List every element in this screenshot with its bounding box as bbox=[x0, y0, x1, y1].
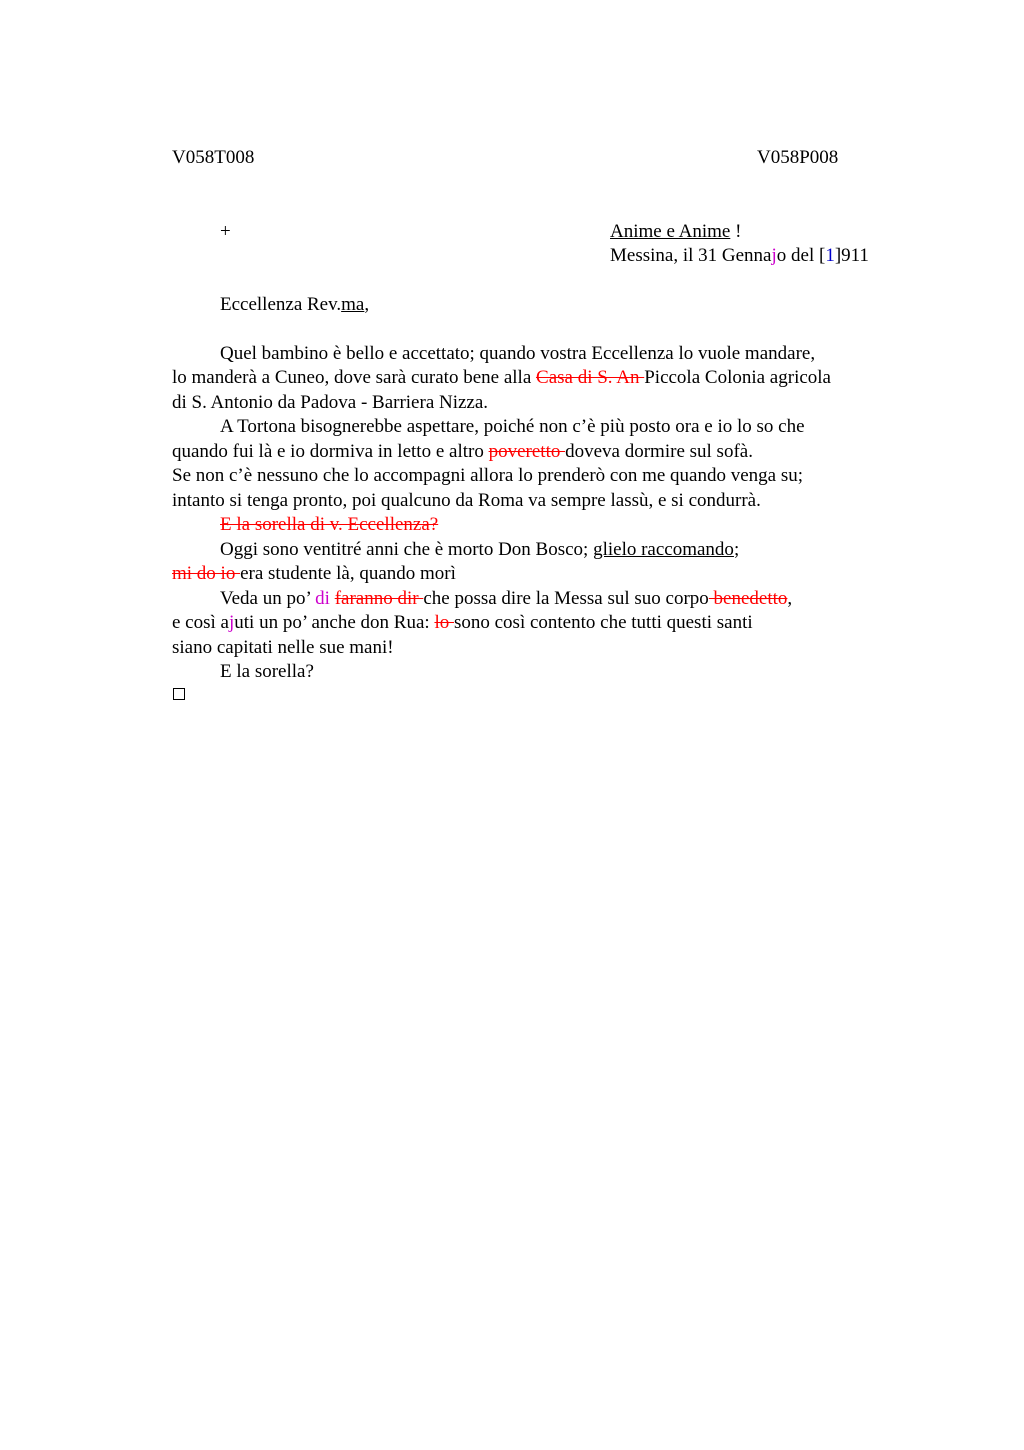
deleted-text: poveretto bbox=[488, 441, 566, 462]
text-line bbox=[220, 587, 792, 611]
text-line bbox=[220, 538, 739, 562]
date-editorial: 1 bbox=[825, 245, 835, 266]
date-insertion: j bbox=[771, 245, 777, 266]
text-span: Veda un po’ bbox=[220, 588, 316, 609]
text-line bbox=[172, 611, 753, 635]
salutation-abbr: ma bbox=[341, 294, 365, 315]
text-span: che possa dire la Messa sul suo corpo bbox=[423, 588, 709, 609]
deleted-text: mi do io bbox=[172, 563, 241, 584]
text-line: A Tortona bisognerebbe aspettare, poiché non c’è più posto ora e io lo so che bbox=[220, 416, 805, 437]
deleted-text: Casa di S. An bbox=[536, 367, 645, 388]
text-line bbox=[172, 366, 831, 390]
text-span: Piccola Colonia agricola bbox=[644, 367, 831, 388]
cross-mark: + bbox=[220, 221, 231, 242]
text-line: siano capitati nelle sue mani! bbox=[172, 637, 394, 658]
text-span: sono così contento che tutti questi santi bbox=[453, 612, 753, 633]
motto bbox=[610, 220, 741, 244]
left-code: V058T008 bbox=[172, 147, 255, 168]
date-part: [ bbox=[818, 245, 826, 266]
text-span: ; bbox=[733, 539, 740, 560]
text-span: , bbox=[787, 588, 793, 609]
date-part: o del bbox=[776, 245, 819, 266]
text-line: Se non c’è nessuno che lo accompagni allora lo prenderò con me quando venga su; bbox=[172, 465, 804, 486]
text-line: intanto si tenga pronto, poi qualcuno da Roma va sempre lassù, e si condurrà. bbox=[172, 490, 761, 511]
text-span: quando fui là e io dormiva in letto e altro bbox=[172, 441, 489, 462]
salutation bbox=[220, 293, 369, 317]
right-code: V058P008 bbox=[757, 147, 839, 168]
salutation-part: Eccellenza Rev. bbox=[220, 294, 342, 315]
text-span: lo manderà a Cuneo, dove sarà curato bene alla bbox=[172, 367, 537, 388]
inserted-text: di bbox=[315, 588, 330, 609]
underlined-text: glielo raccomando bbox=[593, 539, 734, 560]
salutation-part: , bbox=[364, 294, 370, 315]
inserted-text: j bbox=[228, 612, 235, 633]
text-line: Quel bambino è bello e accettato; quando vostra Eccellenza lo vuole mandare, bbox=[220, 343, 816, 364]
deleted-text: benedetto bbox=[708, 588, 788, 609]
deleted-text: faranno dir bbox=[334, 588, 424, 609]
deleted-text: lo bbox=[434, 612, 454, 633]
date-part: ]911 bbox=[834, 245, 869, 266]
date-line bbox=[610, 244, 869, 268]
end-square-icon bbox=[173, 688, 185, 700]
text-line bbox=[172, 562, 456, 586]
motto-tail: ! bbox=[730, 221, 742, 242]
text-span: doveva dormire sul sofà. bbox=[565, 441, 753, 462]
text-span: uti un po’ anche don Rua: bbox=[234, 612, 435, 633]
text-line bbox=[172, 440, 753, 464]
text-line: E la sorella? bbox=[220, 661, 314, 682]
motto-text: Anime e Anime bbox=[610, 221, 731, 242]
date-part: Messina, il 31 Genna bbox=[610, 245, 772, 266]
text-line: di S. Antonio da Padova - Barriera Nizza. bbox=[172, 392, 489, 413]
text-span: era studente là, quando morì bbox=[240, 563, 456, 584]
text-span: Oggi sono ventitré anni che è morto Don Bosco; bbox=[220, 539, 594, 560]
text-span: e così a bbox=[172, 612, 229, 633]
deleted-line: E la sorella di v. Eccellenza? bbox=[220, 514, 439, 535]
